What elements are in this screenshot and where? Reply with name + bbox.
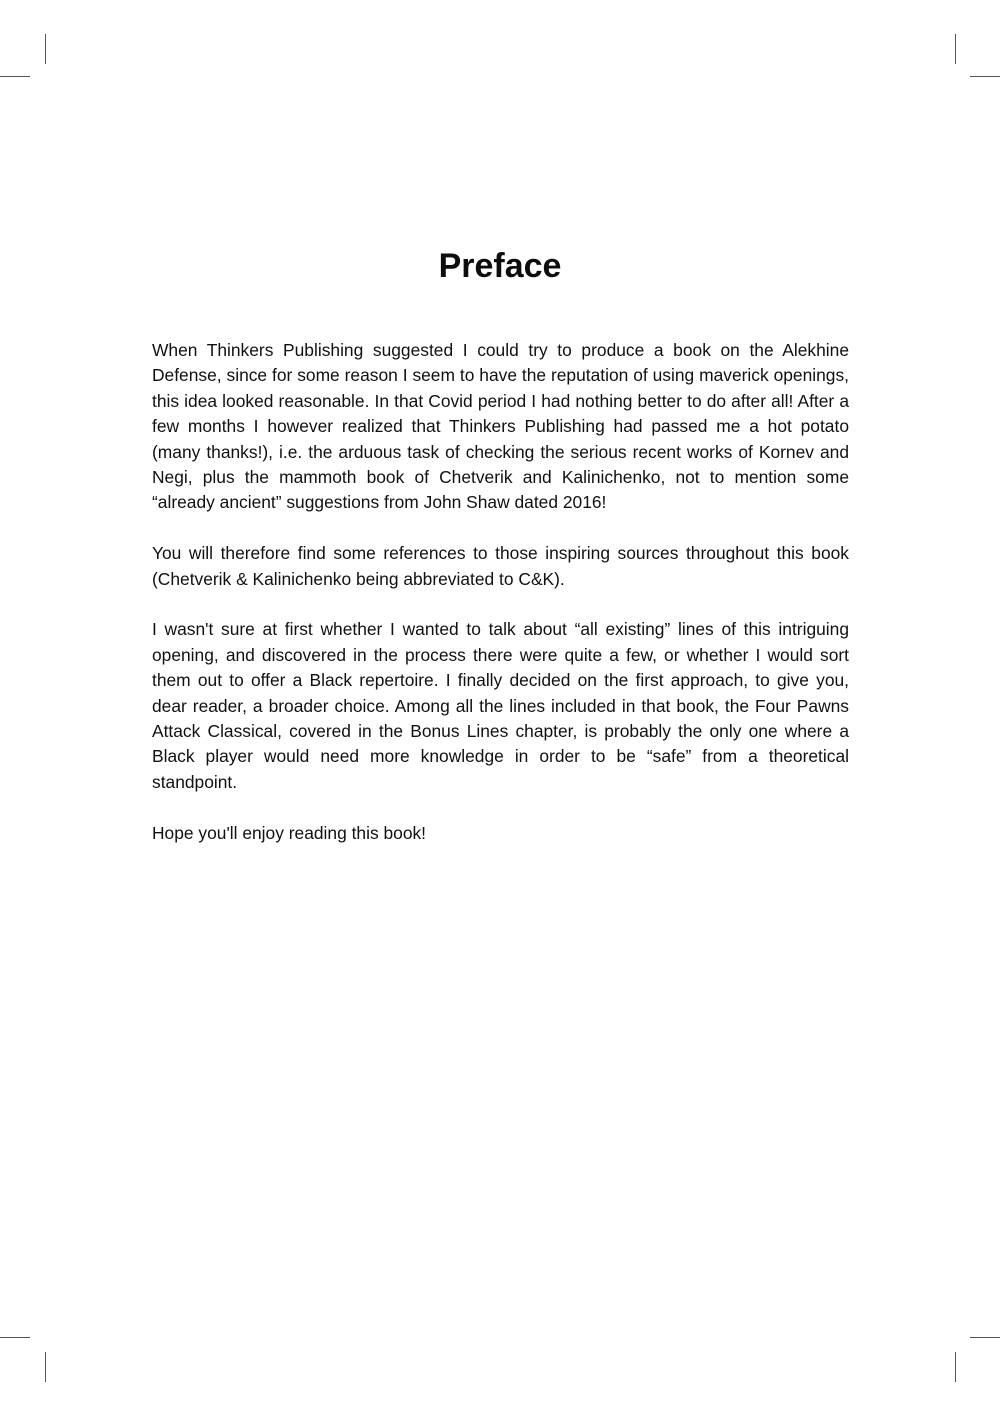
crop-mark-top-right-horizontal (970, 76, 1000, 77)
page-title: Preface (438, 247, 562, 285)
crop-mark-top-right-vertical (955, 34, 956, 64)
paragraph: You will therefore find some references to those inspiring sources throughout this book (Chetverik & Kalinichenko being abbreviated to C&K). (152, 543, 849, 589)
crop-mark-bottom-left-horizontal (0, 1337, 30, 1338)
paragraph: I wasn't sure at first whether I wanted to talk about “all existing” lines of this intriguing opening, and discovered in the process there were quite a few, or whether I would sort them out to offer a Black repertoire. I finally decided on the first approach, to give you, dear reader, a broader choice. Among all the lines included in that book, the Four Pawns Attack Classical, covered in the Bonus Lines chapter, is probably the only one where a Black player would need more knowledge in order to be “safe” from a theoretical standpoint. (152, 619, 849, 792)
paragraph: When Thinkers Publishing suggested I could try to produce a book on the Alekhine Defense, since for some reason I seem to have the reputation of using maverick openings, this idea looked reasonable. In that Covid period I had nothing better to do after all! After a few months I however realized that Thinkers Publishing had passed me a hot potato (many thanks!), i.e. the arduous task of checking the serious recent works of Kornev and Negi, plus the mammoth book of Chetverik and Kalinichenko, not to mention some “already ancient” suggestions from John Shaw dated 2016! (152, 340, 849, 513)
crop-mark-bottom-right-horizontal (970, 1337, 1000, 1338)
crop-mark-bottom-right-vertical (955, 1352, 956, 1382)
crop-mark-top-left-vertical (45, 34, 46, 64)
crop-mark-bottom-left-vertical (45, 1352, 46, 1382)
crop-mark-top-left-horizontal (0, 76, 30, 77)
paragraph: Hope you'll enjoy reading this book! (152, 822, 427, 843)
preface-body (152, 338, 849, 871)
